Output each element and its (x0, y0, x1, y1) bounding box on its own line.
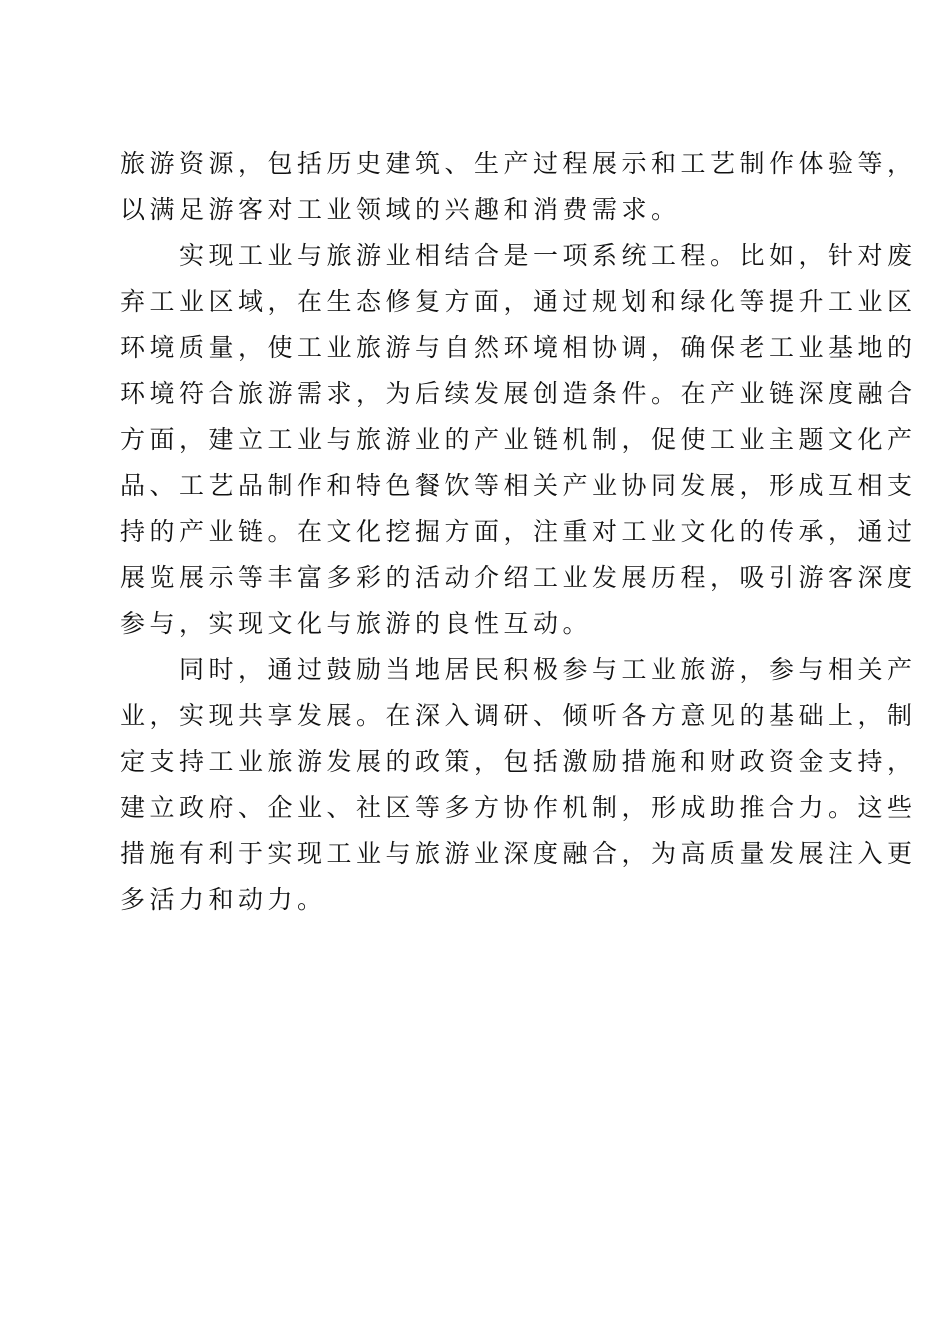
text-line: 以满足游客对工业领域的兴趣和消费需求。 (120, 195, 681, 224)
text-line: 业，实现共享发展。在深入调研、倾听各方意见的基础上，制 (120, 701, 917, 730)
text-line: 措施有利于实现工业与旅游业深度融合，为高质量发展注入更 (120, 839, 917, 868)
text-line: 参与，实现文化与旅游的良性互动。 (120, 609, 593, 638)
text-line: 实现工业与旅游业相结合是一项系统工程。比如，针对废 (120, 241, 917, 270)
text-line: 环境符合旅游需求，为后续发展创造条件。在产业链深度融合 (120, 379, 917, 408)
paragraph (120, 141, 917, 233)
text-line: 定支持工业旅游发展的政策，包括激励措施和财政资金支持， (120, 747, 917, 776)
text-line: 品、工艺品制作和特色餐饮等相关产业协同发展，形成互相支 (120, 471, 917, 500)
paragraph (120, 647, 917, 923)
document-body (120, 141, 917, 923)
text-line: 展览展示等丰富多彩的活动介绍工业发展历程，吸引游客深度 (120, 563, 917, 592)
text-line: 持的产业链。在文化挖掘方面，注重对工业文化的传承，通过 (120, 517, 917, 546)
paragraph (120, 233, 917, 647)
text-line: 方面，建立工业与旅游业的产业链机制，促使工业主题文化产 (120, 425, 917, 454)
text-line: 建立政府、企业、社区等多方协作机制，形成助推合力。这些 (120, 793, 917, 822)
text-line: 弃工业区域，在生态修复方面，通过规划和绿化等提升工业区 (120, 287, 917, 316)
text-line: 环境质量，使工业旅游与自然环境相协调，确保老工业基地的 (120, 333, 917, 362)
text-line: 旅游资源，包括历史建筑、生产过程展示和工艺制作体验等， (120, 149, 917, 178)
text-line: 同时，通过鼓励当地居民积极参与工业旅游，参与相关产 (120, 655, 917, 684)
text-line: 多活力和动力。 (120, 885, 327, 914)
